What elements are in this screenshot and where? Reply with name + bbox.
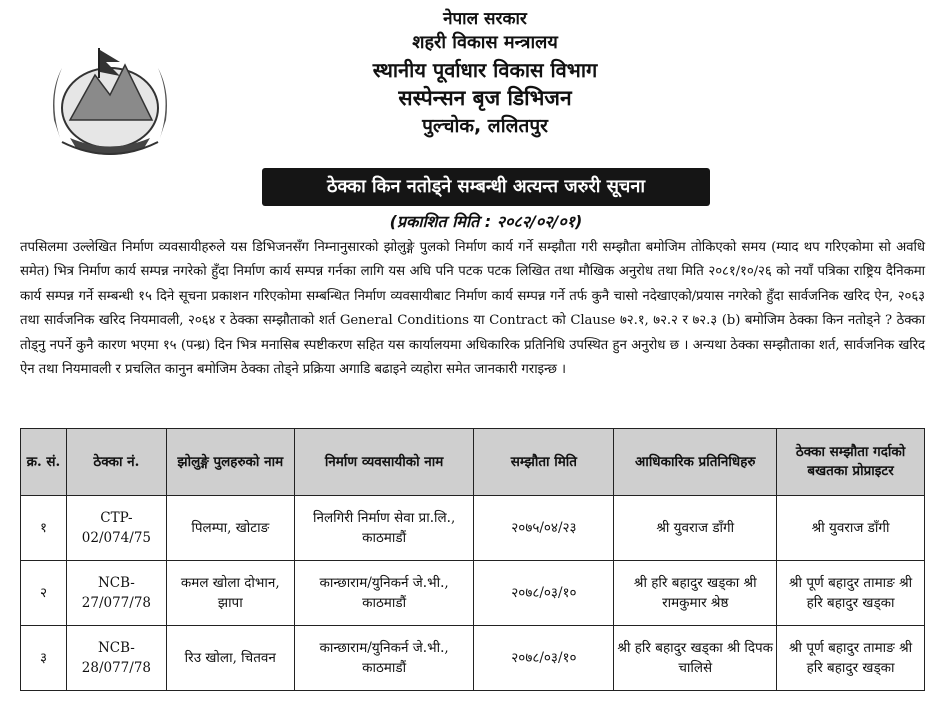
cell-proprietors: श्री पूर्ण बहादुर तामाङ श्री हरि बहादुर खड्का: [777, 561, 925, 626]
cell-contract-no: CTP-02/074/75: [66, 496, 166, 561]
cell-agreement-date: २०७५/०४/२३: [474, 496, 614, 561]
division-name: सस्पेन्सन बृज डिभिजन: [398, 86, 572, 110]
cell-bridge-name: रिउ खोला, चितवन: [166, 626, 294, 691]
cell-proprietors: श्री पूर्ण बहादुर तामाङ श्री हरि बहादुर खड्का: [777, 626, 925, 691]
government-name: नेपाल सरकार: [443, 9, 527, 29]
contracts-table: [20, 428, 925, 691]
cell-serial: २: [21, 561, 67, 626]
cell-representatives: श्री हरि बहादुर खड्का श्री दिपक चालिसे: [614, 626, 777, 691]
cell-contractor-name: कान्छाराम/युनिकर्न जे.भी., काठमाडौं: [294, 626, 474, 691]
office-address: पुल्चोक, ललितपुर: [422, 115, 548, 137]
department-name: स्थानीय पूर्वाधार विकास विभाग: [372, 58, 598, 82]
cell-contractor-name: निलगिरी निर्माण सेवा प्रा.लि., काठमाडौं: [294, 496, 474, 561]
nepal-government-emblem-icon: [40, 20, 180, 170]
table-row: [21, 626, 925, 691]
cell-representatives: श्री युवराज डाँगी: [614, 496, 777, 561]
table-header-row: [21, 429, 925, 496]
cell-proprietors: श्री युवराज डाँगी: [777, 496, 925, 561]
cell-serial: १: [21, 496, 67, 561]
published-date: (प्रकाशित मिति : २०८२/०२/०१): [389, 212, 583, 231]
column-header-proprietors: ठेक्का सम्झौता गर्दाको बखतका प्रोप्राइटर: [777, 429, 925, 496]
cell-agreement-date: २०७८/०३/१०: [474, 626, 614, 691]
notice-body-text: तपसिलमा उल्लेखित निर्माण व्यवसायीहरुले यस डिभिजनसँग निम्नानुसारको झोलुङ्गे पुलको निर्माण कार्य गर्ने सम्झौता गरी सम्झौता बमोजिम तोकिएको समय (म्याद थप गरिएकोमा सो अवधि समेत) भित्र निर्माण कार्य सम्पन्न नगरेको हुँदा निर्माण कार्य सम्पन्न गर्नका लागि यस अघि पनि पटक पटक लिखित तथा मौखिक अनुरोध तथा मिति २०८१/१०/२६ को नयाँ पत्रिका राष्ट्रिय दैनिकमा कार्य सम्पन्न गर्ने सम्बन्धी १५ दिने सूचना प्रकाशन गरिएकोमा सम्बन्धित निर्माण व्यवसायीबाट निर्माण कार्य सम्पन्न गर्ने तर्फ कुनै चासो नदेखाएको/प्रयास नगरेको हुँदा सार्वजनिक खरिद ऐन, २०६३ तथा सार्वजनिक खरिद नियमावली, २०६४ र ठेक्का सम्झौताको शर्त General Conditions या Contract को Clause ७२.१, ७२.२ र ७२.३ (b) बमोजिम ठेक्का किन नतोड्ने ? ठेक्का तोड्नु नपर्ने कुनै कारण भएमा १५ (पन्ध्र) दिन भित्र मनासिब स्पष्टीकरण सहित यस कार्यालयमा अधिकारिक प्रतिनिधि उपस्थित हुन अनुरोध छ । अन्यथा ठेक्का सम्झौताका शर्त, सार्वजनिक खरिद ऐन तथा नियमावली र प्रचलित कानुन बमोजिम ठेक्का तोड्ने प्रक्रिया अगाडि बढाइने व्यहोरा समेत जानकारी गराइन्छ ।: [20, 240, 925, 378]
cell-contract-no: NCB-28/077/78: [66, 626, 166, 691]
cell-agreement-date: २०७८/०३/१०: [474, 561, 614, 626]
cell-contractor-name: कान्छाराम/युनिकर्न जे.भी., काठमाडौं: [294, 561, 474, 626]
cell-bridge-name: पिलम्पा, खोटाङ: [166, 496, 294, 561]
column-header-serial: क्र. सं.: [21, 429, 67, 496]
notice-title-banner: ठेक्का किन नतोड्ने सम्बन्धी अत्यन्त जरुरी सूचना: [262, 168, 710, 206]
column-header-contractor-name: निर्माण व्यवसायीको नाम: [294, 429, 474, 496]
cell-serial: ३: [21, 626, 67, 691]
cell-bridge-name: कमल खोला दोभान, झापा: [166, 561, 294, 626]
column-header-contract-no: ठेक्का नं.: [66, 429, 166, 496]
table-row: [21, 561, 925, 626]
cell-contract-no: NCB-27/077/78: [66, 561, 166, 626]
column-header-bridge-name: झोलुङ्गे पुलहरुको नाम: [166, 429, 294, 496]
office-header: [190, 8, 780, 140]
cell-representatives: श्री हरि बहादुर खड्का श्री रामकुमार श्रेष्ठ: [614, 561, 777, 626]
table-row: [21, 496, 925, 561]
ministry-name: शहरी विकास मन्त्रालय: [412, 32, 558, 53]
column-header-representatives: आधिकारिक प्रतिनिधिहरु: [614, 429, 777, 496]
column-header-agreement-date: सम्झौता मिति: [474, 429, 614, 496]
